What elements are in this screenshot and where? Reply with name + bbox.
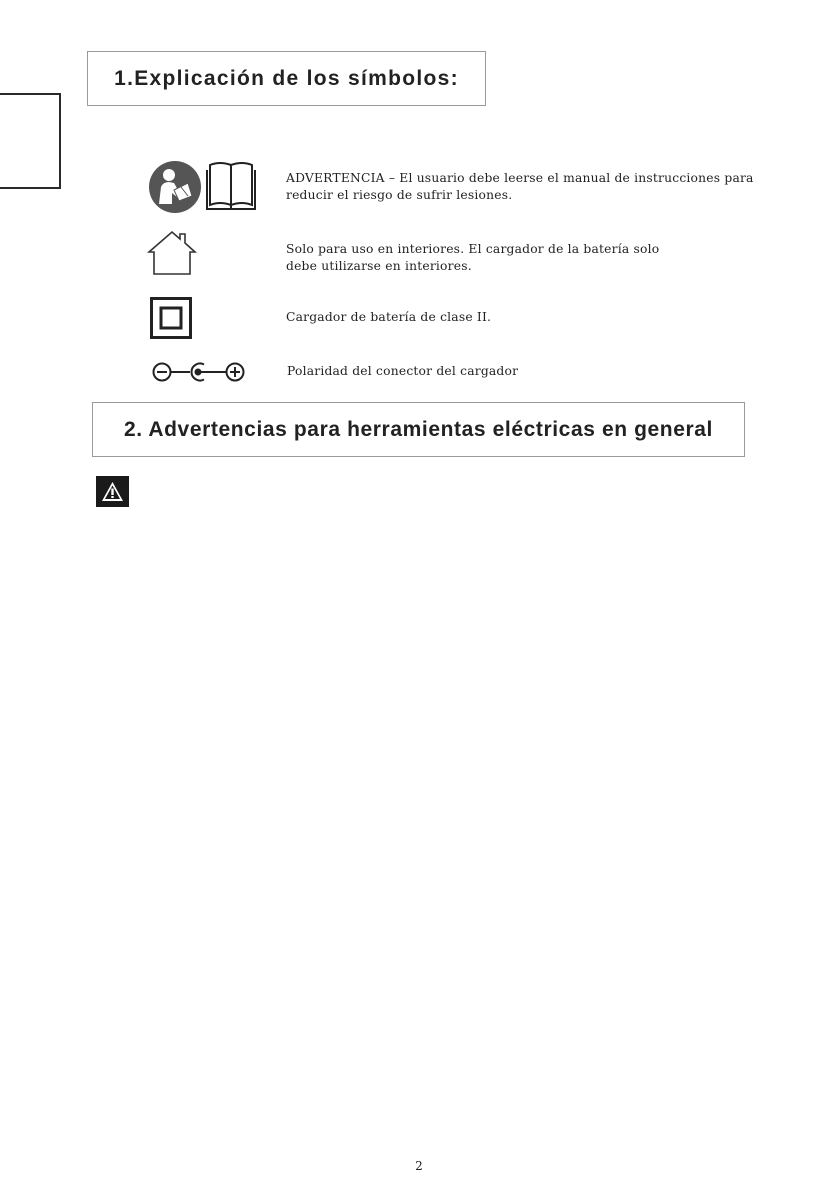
house-icon [146, 230, 198, 276]
description-line: ADVERTENCIA – El usuario debe leerse el manual de instrucciones para [286, 171, 754, 185]
section-2-heading: 2. Advertencias para herramientas eléctricas en general [92, 402, 745, 457]
page-edge-tab [0, 93, 61, 189]
symbol-description-1 [286, 170, 754, 204]
description-line: debe utilizarse en interiores. [286, 259, 472, 273]
description-line: reducir el riesgo de sufrir lesiones. [286, 188, 513, 202]
page-number: 2 [415, 1159, 423, 1173]
symbol-description-4 [287, 363, 518, 380]
polarity-icon [151, 360, 247, 384]
class-ii-icon [150, 297, 192, 339]
description-line: Solo para uso en interiores. El cargador de la batería solo [286, 242, 660, 256]
description-line: Cargador de batería de clase II. [286, 310, 492, 324]
symbol-description-2 [286, 241, 659, 275]
warning-triangle-icon [96, 476, 129, 507]
read-manual-icon [148, 160, 258, 214]
description-line: Polaridad del conector del cargador [287, 364, 519, 378]
section-1-heading: 1.Explicación de los símbolos: [87, 51, 486, 106]
symbol-description-3 [286, 309, 491, 326]
